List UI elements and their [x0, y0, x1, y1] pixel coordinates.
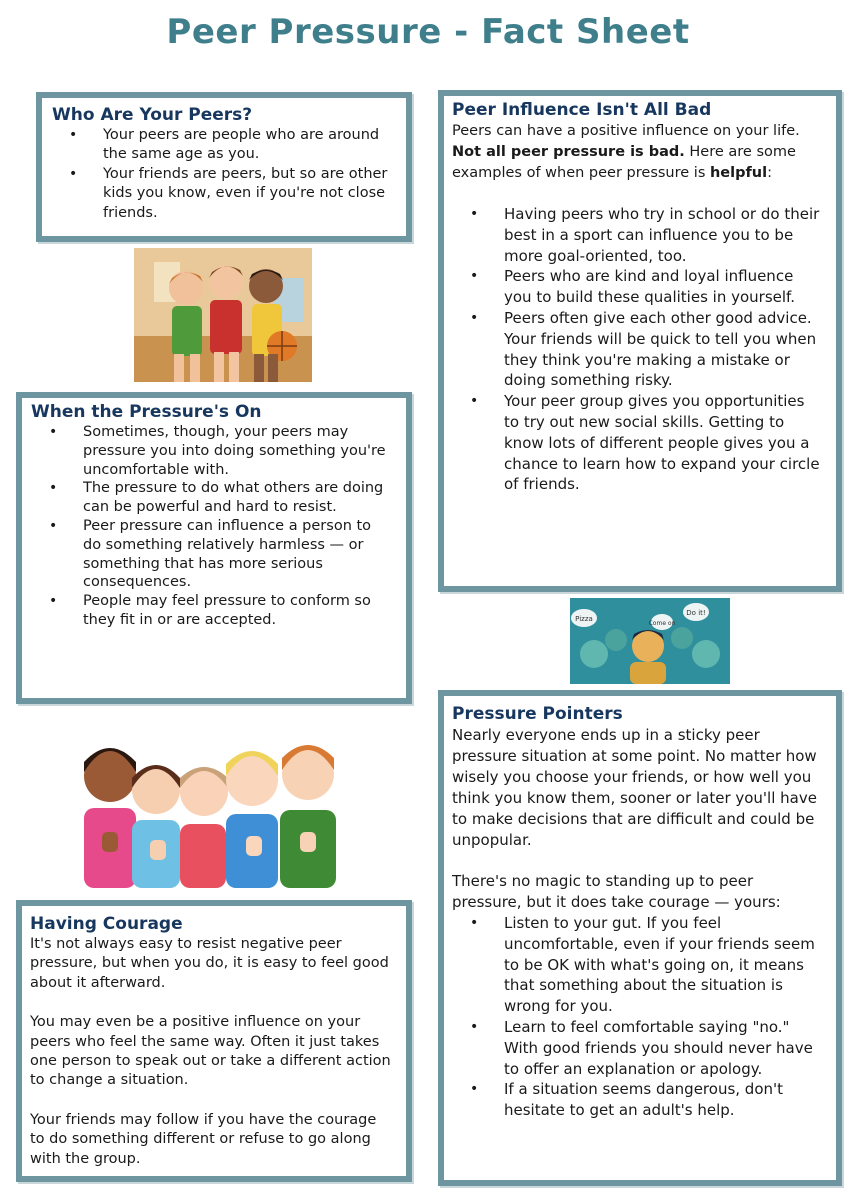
- list-item: • The pressure to do what others are doing can be powerful and hard to resist.: [83, 479, 392, 517]
- bubble-text: Come on: [648, 620, 676, 627]
- peer-pressure-image: [570, 598, 730, 684]
- peer-influence-box: [438, 90, 842, 592]
- pressure-pointers-box: [438, 690, 842, 1186]
- pressure-pointers-para1: Nearly everyone ends up in a sticky peer pressure situation at some point. No matter how wisely you choose your friends, or how well you think you know them, sooner or later you'll have to make decisions that are difficult and could be unpopular.: [452, 726, 817, 849]
- intro-bold-text: Not all peer pressure is bad.: [452, 144, 685, 160]
- peer-influence-heading: Peer Influence Isn't All Bad: [452, 100, 712, 120]
- list-item: • Peers often give each other good advice. Your friends will be quick to tell you when they think you're making a mistake or doing something risky.: [504, 308, 824, 391]
- list-item: • Having peers who try in school or do their best in a sport can influence you to be more goal-oriented, too.: [504, 204, 824, 266]
- intro-bold-text: helpful: [709, 165, 768, 181]
- peer-influence-list: [452, 204, 824, 495]
- intro-text: :: [767, 165, 772, 181]
- having-courage-heading: Having Courage: [30, 914, 183, 934]
- who-are-your-peers-box: [36, 92, 412, 242]
- pressures-on-list: [31, 423, 392, 630]
- list-item: • Peers who are kind and loyal influence you to build these qualities in yourself.: [504, 266, 824, 308]
- having-courage-box: [16, 900, 412, 1182]
- list-item: • Listen to your gut. If you feel uncomfortable, even if your friends seem to be OK with what's going on, it means that something about the situation is wrong for you.: [504, 913, 824, 1017]
- having-courage-para2: You may even be a positive influence on your peers who feel the same way. Often it just takes one person to speak out or take a different action to change a situation.: [30, 1014, 391, 1089]
- thumbs-up-kids-illustration: [78, 728, 348, 888]
- list-item: • Sometimes, though, your peers may pressure you into doing something you're uncomfortable with.: [83, 423, 392, 479]
- pressures-on-heading: When the Pressure's On: [31, 402, 262, 422]
- having-courage-para1: It's not always easy to resist negative peer pressure, but when you do, it is easy to feel good about it afterward.: [30, 936, 389, 991]
- bubble-text: Do it!: [686, 609, 706, 617]
- list-item: • Your peer group gives you opportunities to try out new social skills. Getting to know lots of different people gives you a chance to learn how to expand your circle of friends.: [504, 391, 824, 495]
- who-are-your-peers-heading: Who Are Your Peers?: [52, 105, 253, 125]
- intro-text: Here are some examples of when peer pressure is: [452, 144, 796, 181]
- peer-pressure-illustration: [570, 598, 730, 684]
- thumbs-up-kids-image: [78, 728, 348, 888]
- list-item: • Your friends are peers, but so are other kids you know, even if you're not close friends.: [103, 165, 392, 223]
- list-item: • Your peers are people who are around the same age as you.: [103, 126, 392, 165]
- list-item: • Peer pressure can influence a person to do something relatively harmless — or something that has more serious consequences.: [83, 517, 392, 592]
- list-item: • Learn to feel comfortable saying "no." With good friends you should never have to offer an explanation or apology.: [504, 1017, 824, 1079]
- pressures-on-box: [16, 392, 412, 704]
- peer-influence-intro: [452, 121, 824, 184]
- pressure-pointers-list: [452, 913, 824, 1121]
- list-item: • People may feel pressure to conform so they fit in or are accepted.: [83, 592, 392, 630]
- pressure-pointers-para2: There's no magic to standing up to peer pressure, but it does take courage — yours:: [452, 872, 781, 911]
- page-title: Peer Pressure - Fact Sheet: [166, 12, 690, 52]
- bubble-text: Pizza: [575, 615, 593, 623]
- kids-basketball-illustration: [134, 248, 312, 382]
- pressure-pointers-heading: Pressure Pointers: [452, 704, 623, 724]
- who-are-your-peers-list: [52, 126, 392, 223]
- intro-text: Peers can have a positive influence on your life.: [452, 123, 800, 139]
- kids-basketball-image: [134, 248, 312, 382]
- having-courage-para3: Your friends may follow if you have the courage to do something different or refuse to go along with the group.: [30, 1111, 377, 1167]
- list-item: • If a situation seems dangerous, don't hesitate to get an adult's help.: [504, 1079, 824, 1121]
